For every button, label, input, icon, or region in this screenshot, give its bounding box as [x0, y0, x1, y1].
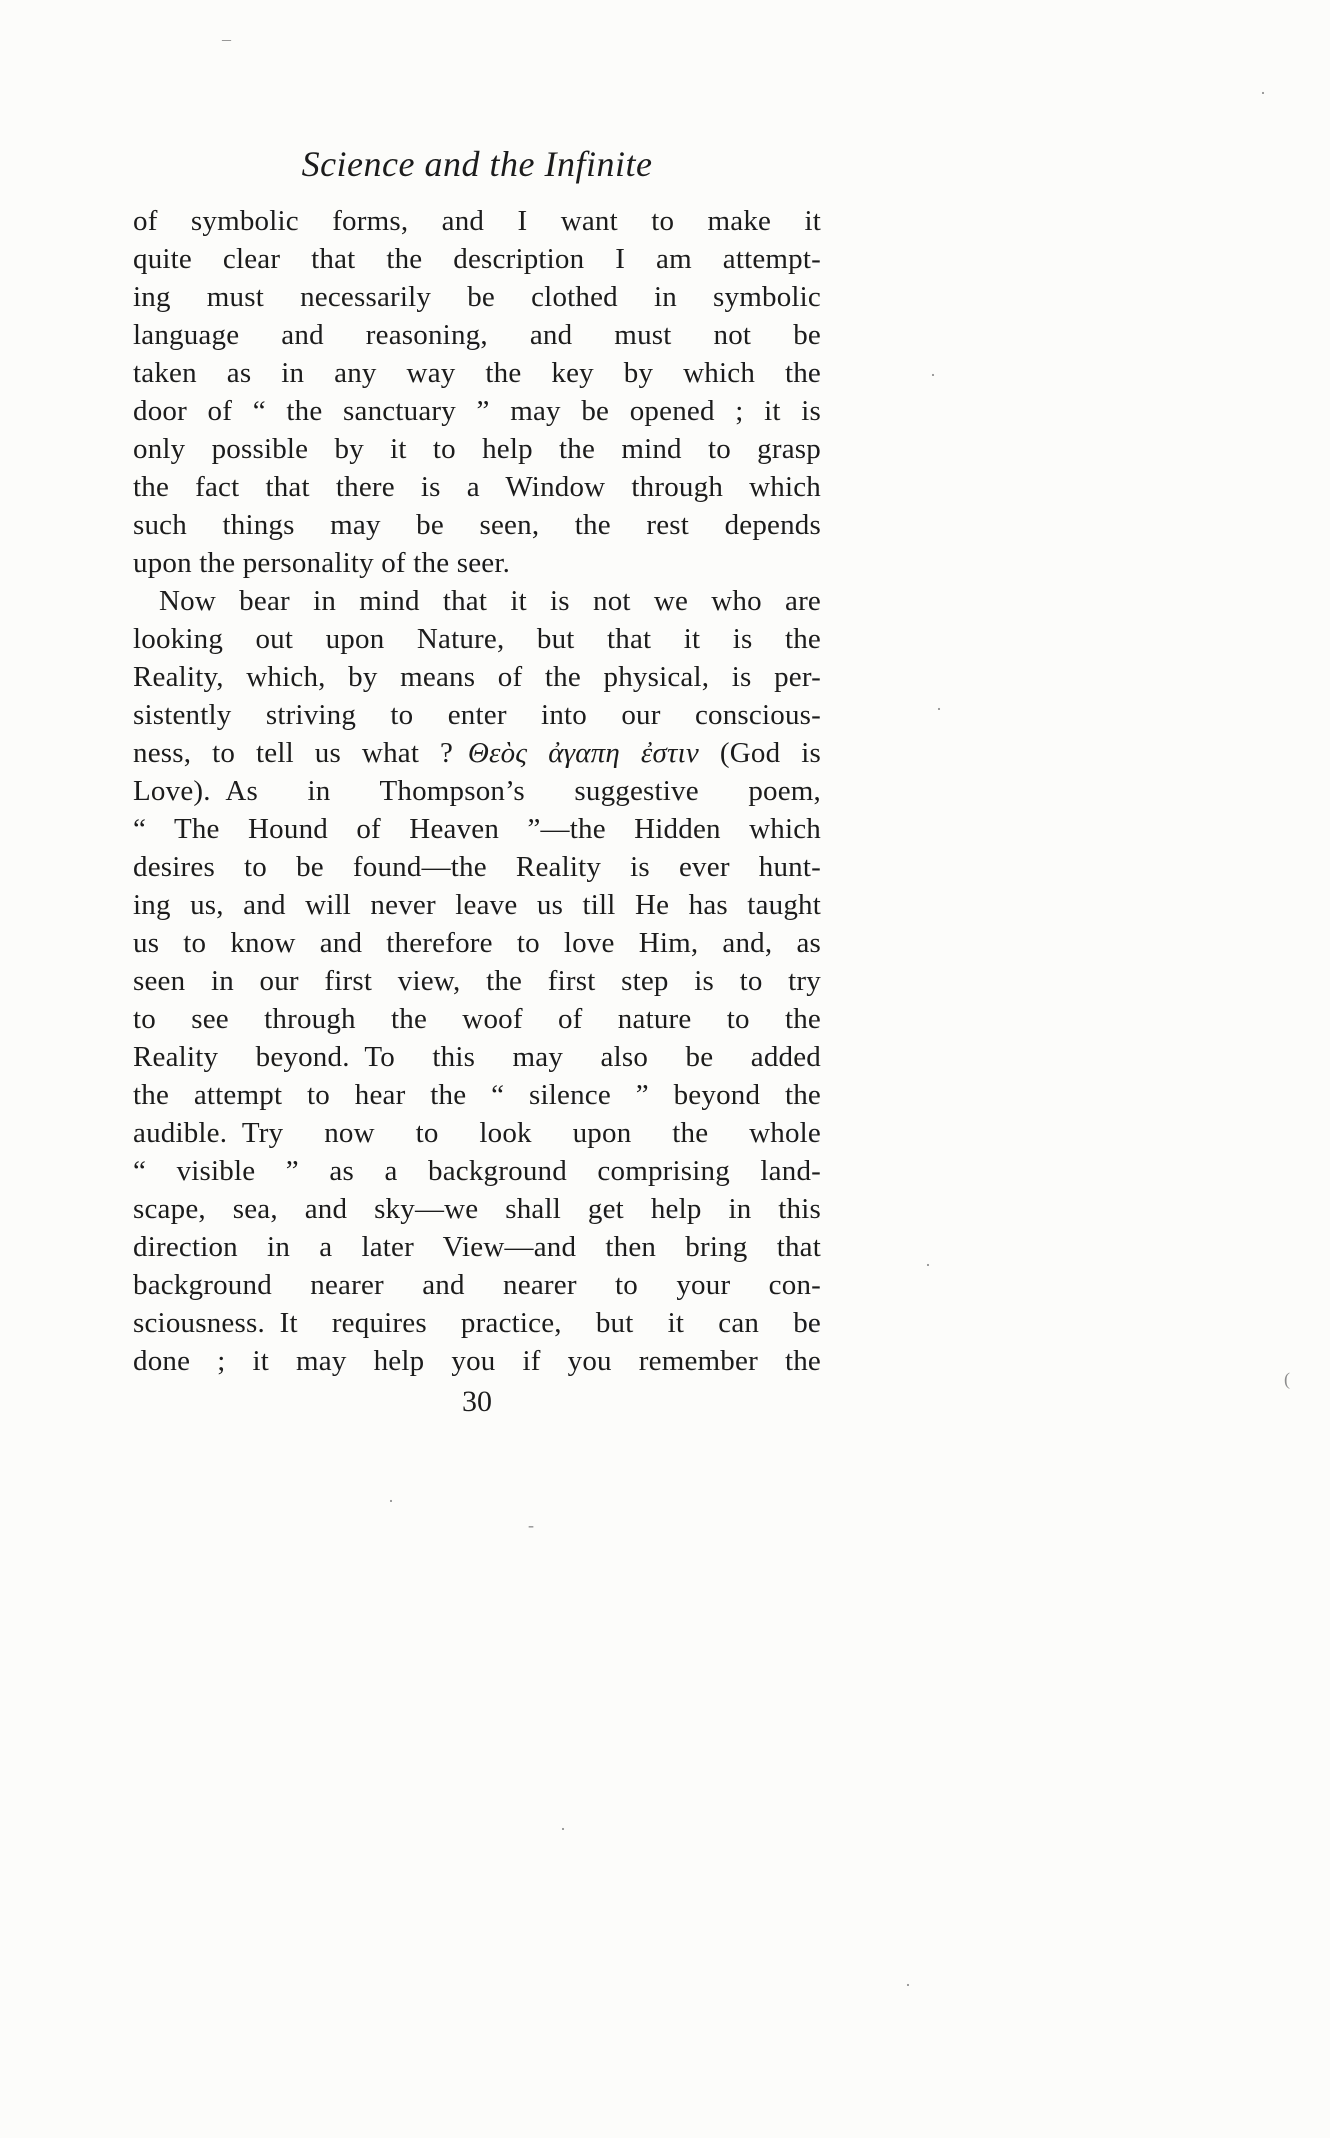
text-segment: ing must necessarily be clothed in symbolic — [133, 281, 821, 313]
text-segment: language and reasoning, and must not be — [133, 319, 821, 351]
text-segment: desires to be found—the Reality is ever hunt- — [133, 851, 821, 883]
text-segment: ing us, and will never leave us till He has taught — [133, 889, 821, 921]
text-line — [133, 544, 821, 582]
text-line — [133, 506, 821, 544]
text-line — [133, 962, 821, 1000]
scan-artifact: · — [560, 1819, 566, 1839]
text-segment: sistently striving to enter into our conscious- — [133, 699, 821, 731]
scan-artifact: · — [1260, 83, 1266, 103]
text-segment: us to know and therefore to love Him, and, as — [133, 927, 821, 959]
text-line — [133, 392, 821, 430]
text-segment: taken as in any way the key by which the — [133, 357, 821, 389]
text-segment: of symbolic forms, and I want to make it — [133, 205, 821, 237]
text-line — [133, 620, 821, 658]
text-line — [133, 1114, 821, 1152]
scan-artifact: · — [925, 1255, 931, 1275]
text-segment: “ The Hound of Heaven ”—the Hidden which — [133, 813, 821, 845]
text-line — [133, 1342, 821, 1380]
text-line — [133, 810, 821, 848]
scan-artifact: · — [930, 365, 936, 385]
text-segment: such things may be seen, the rest depends — [133, 509, 821, 541]
text-segment: done ; it may help you if you remember the — [133, 1345, 821, 1377]
text-line — [133, 430, 821, 468]
scan-artifact: · — [936, 699, 942, 719]
text-line — [133, 696, 821, 734]
text-segment: quite clear that the description I am attempt- — [133, 243, 821, 275]
text-segment: the attempt to hear the “ silence ” beyond the — [133, 1079, 821, 1111]
text-line — [133, 1190, 821, 1228]
scan-artifact: – — [222, 29, 231, 49]
text-segment: Now bear in mind that it is not we who are — [159, 585, 821, 617]
paragraph — [133, 582, 821, 1380]
page-content — [133, 142, 821, 1421]
text-line — [133, 658, 821, 696]
running-header-title: Science and the Infinite — [301, 144, 653, 184]
text-line — [133, 202, 821, 240]
text-segment: to see through the woof of nature to the — [133, 1003, 821, 1035]
page-number: 30 — [462, 1385, 492, 1418]
text-segment: audible. Try now to look upon the whole — [133, 1117, 821, 1149]
text-line — [133, 1076, 821, 1114]
text-line — [133, 1152, 821, 1190]
text-line — [133, 354, 821, 392]
text-segment: seen in our first view, the first step is to try — [133, 965, 821, 997]
text-segment: only possible by it to help the mind to grasp — [133, 433, 821, 465]
text-line — [133, 734, 821, 772]
scan-artifact: · — [388, 1491, 394, 1511]
text-segment: sciousness. It requires practice, but it can be — [133, 1307, 821, 1339]
text-line — [133, 1038, 821, 1076]
text-segment: the fact that there is a Window through which — [133, 471, 821, 503]
text-segment: looking out upon Nature, but that it is the — [133, 623, 821, 655]
text-line — [133, 924, 821, 962]
scan-artifact: - — [528, 1515, 534, 1535]
text-line — [133, 278, 821, 316]
scan-artifact: · — [905, 1975, 911, 1995]
text-line — [133, 886, 821, 924]
greek-phrase: Θεὸς ἀγαπη ἐστιν — [467, 737, 699, 769]
text-segment: door of “ the sanctuary ” may be opened ; it is — [133, 395, 821, 427]
scan-artifact: ( — [1284, 1369, 1290, 1389]
text-segment: direction in a later View—and then bring that — [133, 1231, 821, 1263]
text-segment: scape, sea, and sky—we shall get help in this — [133, 1193, 821, 1225]
text-line — [133, 1228, 821, 1266]
text-line — [133, 772, 821, 810]
text-line — [133, 1266, 821, 1304]
text-line — [133, 316, 821, 354]
text-line — [133, 848, 821, 886]
text-segment: (God is — [698, 737, 821, 769]
text-line — [133, 1000, 821, 1038]
text-segment: Love). As in Thompson’s suggestive poem, — [133, 775, 821, 807]
text-segment: upon the personality of the seer. — [133, 547, 511, 579]
text-segment: background nearer and nearer to your con- — [133, 1269, 821, 1301]
text-segment: Reality, which, by means of the physical, is per- — [133, 661, 821, 693]
text-line — [133, 240, 821, 278]
text-segment: ness, to tell us what ? — [133, 737, 468, 769]
text-line — [133, 582, 821, 620]
paragraph — [133, 202, 821, 582]
text-body — [133, 202, 821, 1380]
text-line — [133, 468, 821, 506]
text-segment: Reality beyond. To this may also be added — [133, 1041, 821, 1073]
text-segment: “ visible ” as a background comprising land- — [133, 1155, 821, 1187]
text-line — [133, 1304, 821, 1342]
